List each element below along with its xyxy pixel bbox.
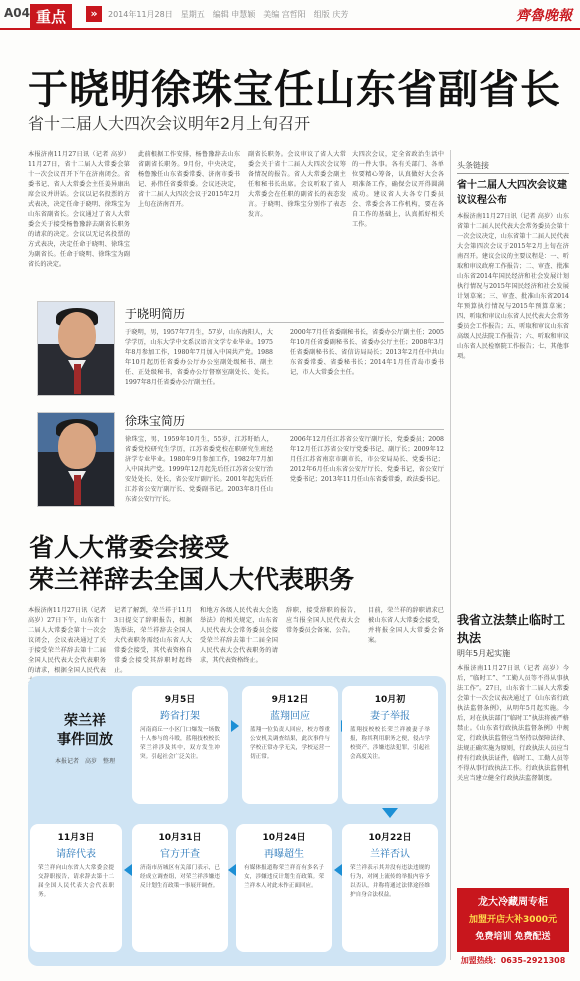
- second-column-5: 目前，荣兰祥的辞职请求已被山东省人大常委会接受，并将报全国人大常委会备案。: [368, 607, 444, 644]
- chevron-right-icon: »: [86, 6, 102, 22]
- card-text: 有媒体报道称荣兰祥育有多名子女，涉嫌违反计划生育政策。荣兰祥本人对此未作正面回应。: [244, 865, 324, 889]
- page-number: A04: [4, 6, 30, 20]
- timeline-card: [132, 686, 228, 804]
- bio-xu-right: 2006年12月任江苏省公安厅副厅长，党委委员；2008年12月任江苏省公安厅党委书记、副厅长；2009年12月任江苏省南京市副市长，市公安局局长、党委书记；2012年6月任山东省公安厅厅长、党委书记，省公安厅党委书记；2013年11月任山东省委常委，政法委书记。: [290, 436, 444, 483]
- arrow-right-icon: [231, 720, 239, 732]
- ad-perks: 免费培训 免费配送: [475, 932, 551, 942]
- sidebar-tag: 头条链接: [457, 160, 569, 174]
- timeline-title: [40, 712, 130, 765]
- sidebar-subhead-2: 明年5月起实施: [457, 649, 511, 658]
- second-column-3: 和地方各级人民代表大会选举法》的相关规定，山东省人民代表大会常务委员会接受荣兰祥辞去第十二届全国人民代表大会代表职务的请求，其代表资格终止。: [200, 607, 278, 664]
- timeline-card: [342, 686, 438, 804]
- timeline-title-line1: 荣兰祥: [64, 713, 106, 729]
- newspaper-logo: 齊魯晚報: [516, 8, 572, 24]
- card-title: 官方开查: [160, 849, 200, 860]
- lead-column-3: 副省长职务。会议审议了省人大常委会关于省十二届人大四次会议筹备情况的报告。省人大常委会副主任和秘书长出席。会议听取了省人大常委会在任职的副省长的表态发言。于晓明、徐珠宝分别作了表态发言。: [248, 151, 346, 218]
- card-title: 再曝超生: [264, 849, 304, 860]
- bio-title-xu: 徐珠宝简历: [125, 414, 186, 428]
- card-date: 10月24日: [262, 833, 306, 843]
- lead-column-4: 大四次会议，定全省政治生活中的一件大事。各有关部门、各单位要精心筹备，认真做好大会各项准备工作，确保会议开得圆满成功。建议省人大各专门委员会、常委会各工作机构，要在各自工作的基础上，认真抓好相关工作。: [352, 151, 444, 228]
- bio-rule: [125, 429, 444, 430]
- sidebar-text-2: 本报济南11月27日讯（记者 高岁）今后，“临时工”、“工勤人员等不得从事执法工作”。27日，山东省十二届人大常委会第十一次会议表决通过了《山东省行政执法监督条例》，从明年5月起实施。今后，对在执法部门“临时工”执法将被严格禁止。《山东省行政执法监督条例》中规定，行政执法监督应当坚持以保障法律、法规正确实施为原则，行政执法人员应当持有行政执法证件，临时工、工勤人员等不得从事行政执法工作。行政执法监督机关应当建立健全行政执法监督制度。: [457, 665, 569, 782]
- timeline-card: [242, 686, 338, 804]
- timeline-card: [342, 824, 438, 952]
- card-date: 9月12日: [271, 695, 309, 705]
- bio-yu-left: 于晓明，男，1957年7月生，57岁，山东海阳人，大学学历，山东大学中文系汉语言文学专业毕业。1975年8月参加工作，1980年7月加入中国共产党。1988年10月起历任省委办公厅办公室副处级秘书、副主任、正处级秘书，省委办公厅督察室副处长、处长。1997年8月任省委办公厅副主任。: [125, 329, 273, 386]
- lead-subhead: 省十二届人大四次会议明年2月上旬召开: [28, 114, 311, 133]
- timeline-title-line2: 事件回放: [57, 732, 113, 748]
- second-column-1: 本报济南11月27日讯（记者 高岁）27日下午，山东省十二届人大常委会第十一次会议闭会，会议表决通过了关于接受荣兰祥辞去第十二届全国人民代表大会代表职务的请求，根据全国人民代表: [28, 607, 106, 674]
- bio-xu-left: 徐珠宝，男，1959年10月生，55岁，江苏盱眙人，省委党校研究生学历，江苏省委党校在职研究生班经济学专业毕业。1980年9月参加工作，1982年7月加入中国共产党。1999年12月起先后任江苏省公安厅治安处处长、处长，省公安厅副厅长。2001年起先后任江苏省公安厅副厅长、党委副书记。2003年8月任山东省公安厅厅长。: [125, 436, 273, 503]
- card-text: 河南商丘一小区门口爆发一场数十人参与的斗殴，蓝翔技校校长荣兰祥涉及其中，双方发生冲突。引起社会广泛关注。: [140, 727, 220, 760]
- advertisement[interactable]: [457, 888, 569, 952]
- timeline-card: [236, 824, 332, 952]
- arrow-left-icon: [124, 864, 132, 876]
- card-text: 蓝翔一位负责人回应，校方尊重公安机关调查结果，此次事件与学校正常办学无关，学校运营一切正常。: [250, 727, 330, 760]
- ad-offer: 加盟开店大补3000元: [468, 915, 558, 925]
- section-tag: 重点: [30, 4, 72, 29]
- sidebar-text-1: 本报济南11月27日讯（记者 高岁）山东省第十二届人民代表大会常务委员会第十一次会议决定，山东省第十二届人民代表大会第四次会议于2015年2月上旬在济南召开。建议会议的主要议程是：一、听取和审议政府工作报告；二、审查、批准山东省2014年国民经济和社会发展计划执行情况与2015年国民经济和社会发展计划草案；三、审查、批准山东省2014年预算执行情况与2015年预算草案；四、听取和审议山东省人民代表大会常务委员会工作报告；五、听取和审议山东省高级人民法院工作报告；六、听取和审议山东省人民检察院工作报告；七、其他事项。: [457, 213, 569, 360]
- card-date: 10月31日: [158, 833, 202, 843]
- card-text: 蓝翔技校校长荣兰祥被妻子举报，称其利用职务之便，侵占学校资产，涉嫌违法犯罪，引起社会高度关注。: [350, 727, 430, 760]
- card-text: 济南市历城区有关部门表示，已经成立调查组，对荣兰祥涉嫌违反计划生育政策一事展开调查。: [140, 865, 220, 889]
- ad-phone: 加盟热线：0635-2921308: [460, 956, 566, 965]
- second-column-2: 记者了解到，荣兰祥于11月3日提交了辞职报告，根据选举法，荣兰祥辞去全国人大代表职务需经山东省人大常委会接受，其代表资格自常委会接受其辞职时起终止。: [114, 607, 192, 674]
- page-header: [0, 0, 580, 30]
- card-title: 蓝翔回应: [270, 711, 310, 722]
- timeline-reporter: 本报记者 高岁 整理: [54, 758, 115, 765]
- card-text: 荣兰祥向山东省人大常委会提交辞职报告，请求辞去第十二届全国人民代表大会代表职务。: [38, 865, 114, 898]
- lead-column-1: 本报济南11月27日讯（记者 高岁）11月27日，省十二届人大常委会第十一次会议召开下午在济南闭会。省委书记、省人大常委会主任姜异康出席会议并讲话。会议以记名投票的方式表决，决定任命于晓明、徐珠宝为山东省副省长。会议通过了省人大常委会关于接受杨鲁豫辞去副省长职务的请求的决定。会议以无记名投票的方式表决，决定任命于晓明、徐珠宝为副省长。任命于晓明、徐珠宝为副省长的决定。: [28, 151, 130, 268]
- card-title: 妻子举报: [370, 711, 410, 722]
- portrait-photo-xu: [37, 412, 115, 507]
- lead-column-2: 此前根据工作安排，杨鲁豫辞去山东省副省长职务。9月份，中央决定，杨鲁豫任山东省委常委、济南市委书记、孙伟任省委常委。会议还决定，省十二届人大四次会议于2015年2月上旬在济南召开。: [138, 151, 240, 208]
- card-date: 10月初: [374, 695, 406, 705]
- card-date: 11月3日: [57, 833, 95, 843]
- ad-headline: 龙大冷藏周专柜: [478, 897, 548, 908]
- second-column-4: 辞职，接受辞职的报告，应当报全国人民代表大会常务委员会备案、公告。: [286, 607, 360, 634]
- sidebar-headline-1: 省十二届人大四次会议建议议程公布: [457, 180, 567, 206]
- bio-title-yu: 于晓明简历: [125, 307, 186, 321]
- portrait-photo-yu: [37, 301, 115, 396]
- bio-rule: [125, 322, 444, 323]
- timeline-card: [132, 824, 228, 952]
- card-date: 10月22日: [368, 833, 412, 843]
- card-text: 荣兰祥表示其并没有违法违规的行为，对网上流传的举报内容予以否认，并称将通过法律途径维护自身合法权益。: [350, 865, 430, 898]
- column-divider: [450, 150, 451, 960]
- second-headline-line1: 省人大常委会接受: [29, 533, 230, 562]
- second-headline: [29, 532, 354, 596]
- bio-yu-right: 2000年7月任省委副秘书长，省委办公厅副主任；2005年10月任省委副秘书长、省委办公厅主任；2008年3月任省委副秘书长、省信访局局长；2013年2月任中共山东省委常委、省委秘书长；2014年1月任青岛市委书记，市人大常委会主任。: [290, 329, 444, 376]
- arrow-left-icon: [228, 864, 236, 876]
- lead-headline: 于晓明徐珠宝任山东省副省长: [28, 67, 561, 113]
- arrow-left-icon: [334, 864, 342, 876]
- card-title: 请辞代表: [56, 849, 96, 860]
- card-date: 9月5日: [164, 695, 196, 705]
- card-title: 跨省打架: [160, 711, 200, 722]
- timeline-card: [30, 824, 122, 952]
- event-timeline: [28, 676, 446, 966]
- card-title: 兰祥否认: [370, 849, 410, 860]
- arrow-down-icon: [382, 808, 398, 818]
- sidebar-headline-2: 我省立法禁止临时工执法: [457, 613, 566, 645]
- edition-meta: 2014年11月28日 星期五 编辑 申慧颖 美编 宫哲阳 组版 庆芳: [108, 10, 349, 19]
- second-headline-line2: 荣兰祥辞去全国人大代表职务: [29, 565, 355, 594]
